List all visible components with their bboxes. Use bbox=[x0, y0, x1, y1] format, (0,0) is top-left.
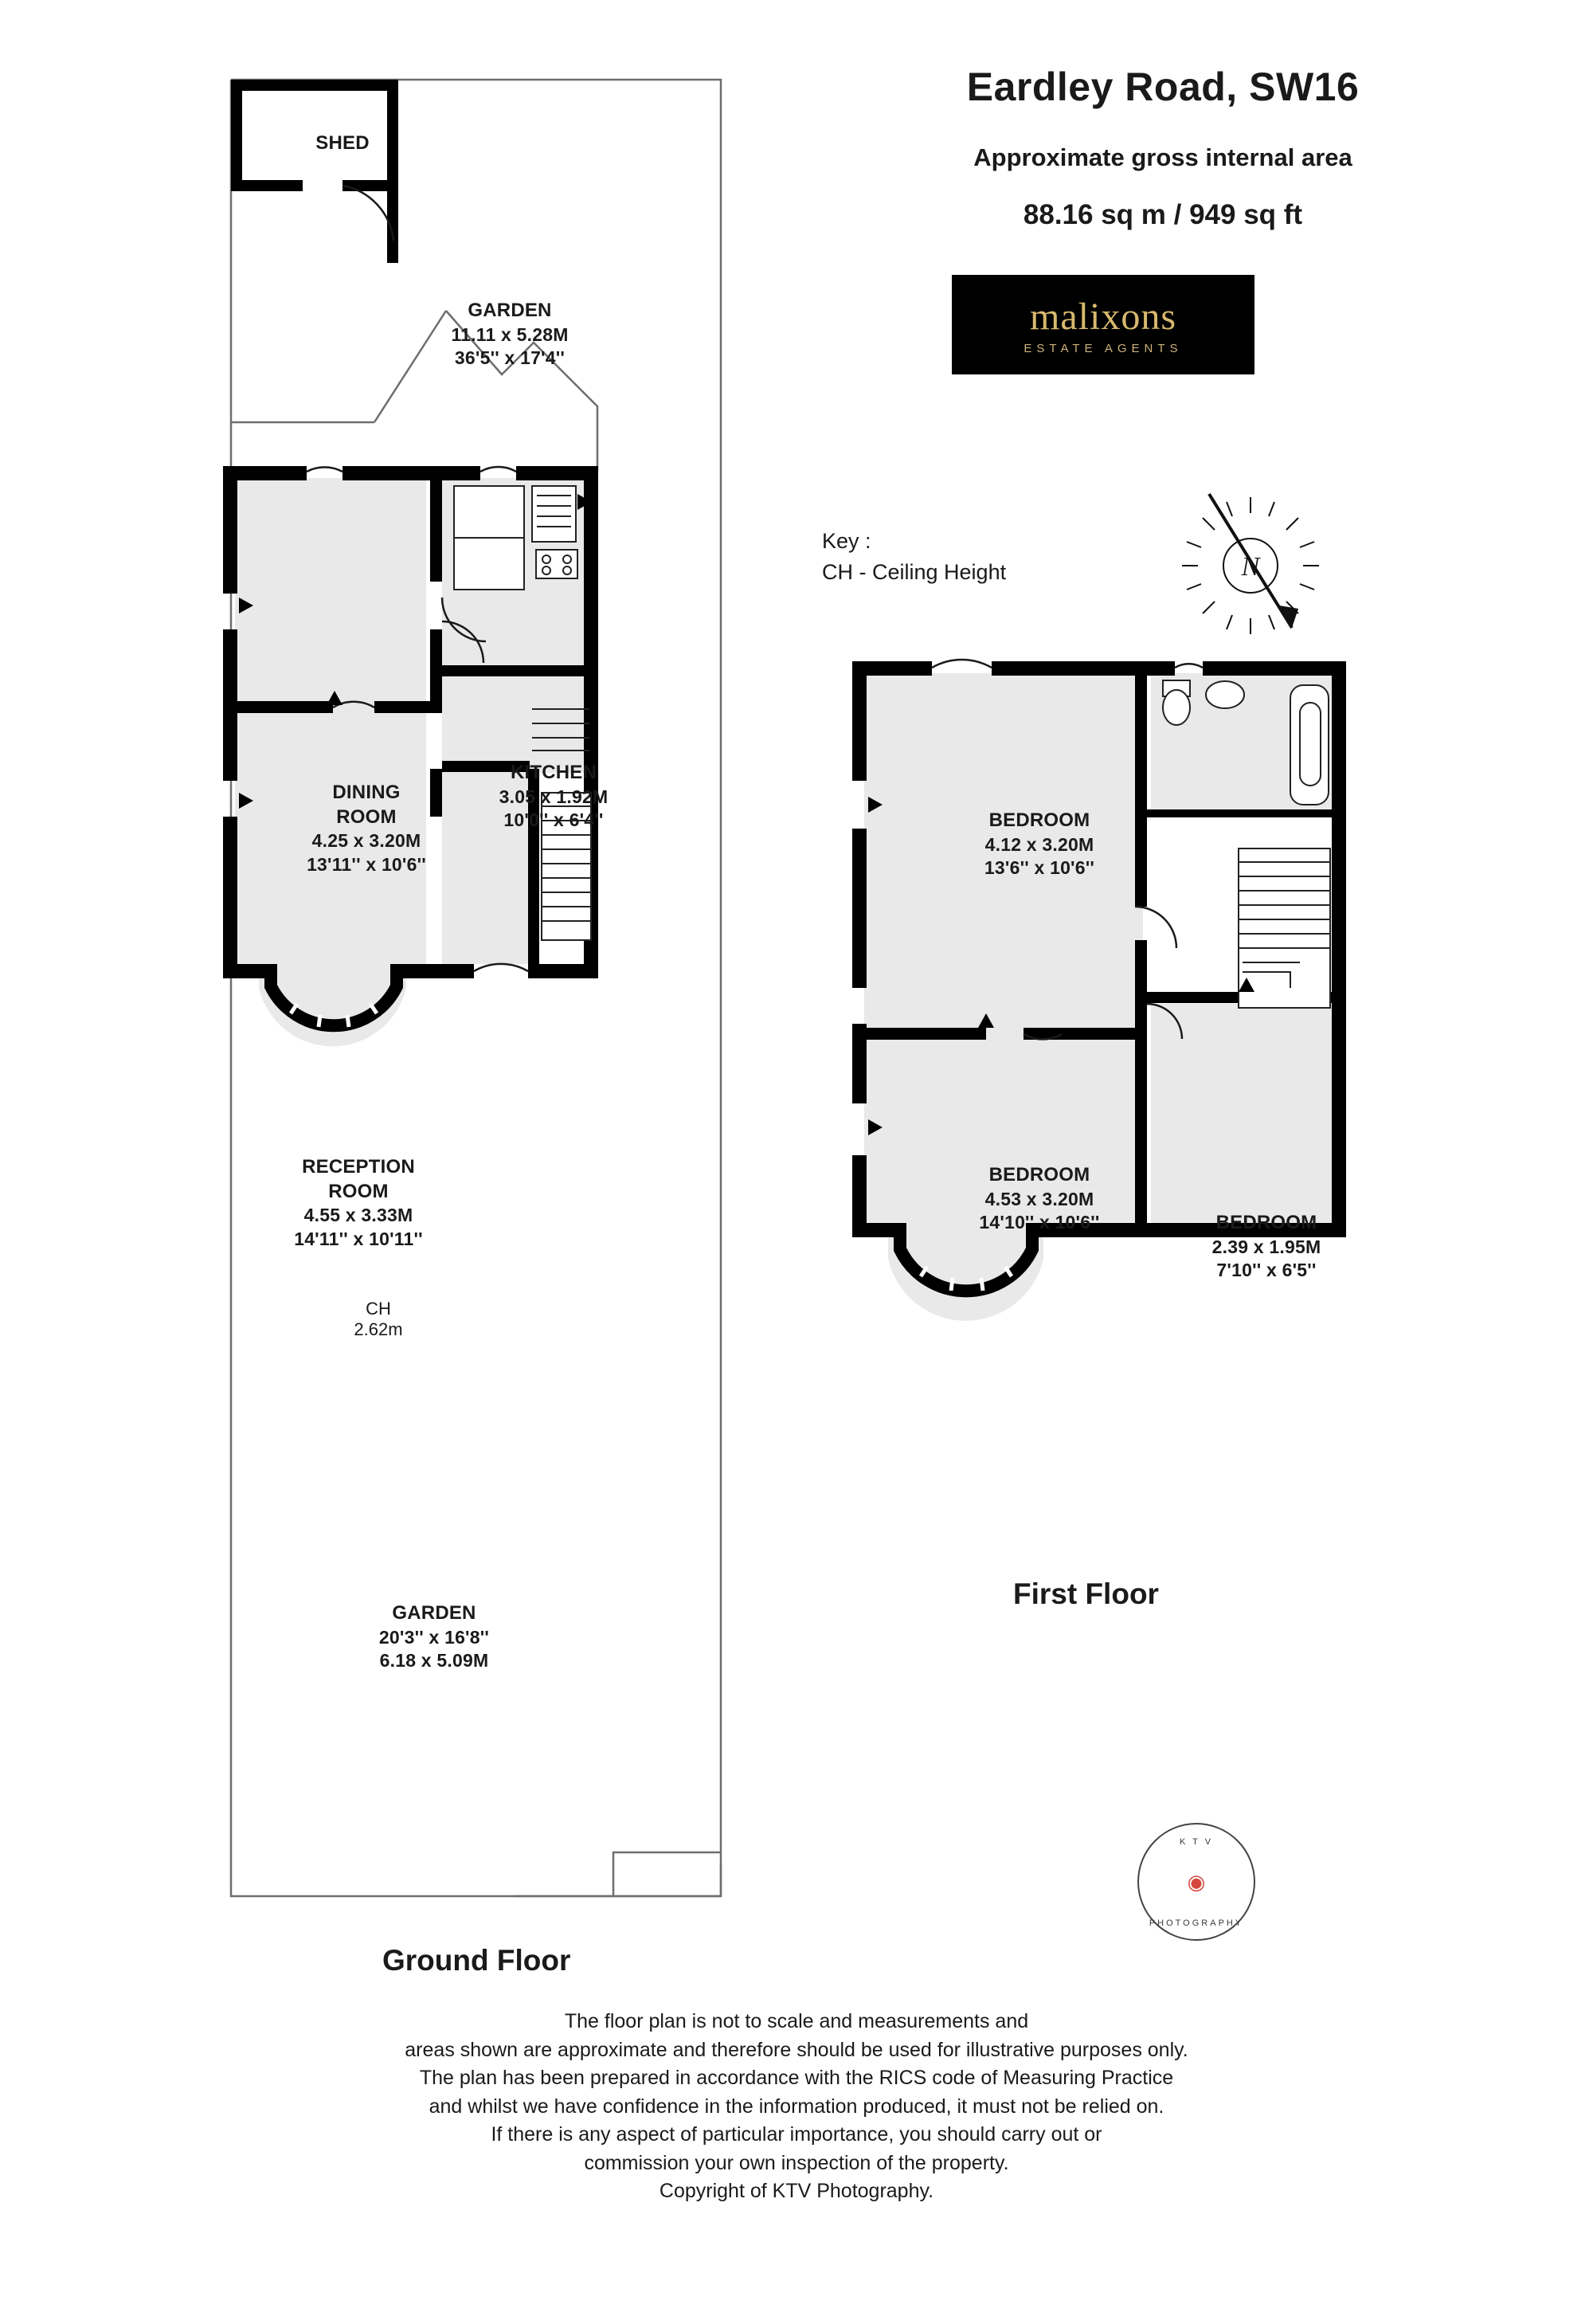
ground-floor-walls bbox=[223, 466, 598, 1046]
reception-room-label: RECEPTION ROOM 4.55 x 3.33M 14'11'' x 10'11'' bbox=[294, 1156, 423, 1249]
front-garden-label: GARDEN 20'3'' x 16'8'' 6.18 x 5.09M bbox=[378, 1602, 490, 1671]
shed-label: SHED bbox=[315, 132, 370, 154]
key-ch-definition: CH - Ceiling Height bbox=[822, 560, 1007, 585]
page-title: Eardley Road, SW16 bbox=[966, 65, 1360, 109]
stamp-top-text: K T V bbox=[1179, 1837, 1214, 1847]
disclaimer-line-2: areas shown are approximate and therefore should be used for illustrative purposes only. bbox=[405, 2038, 1188, 2061]
bedroom-2-label: BEDROOM 4.53 x 3.20M 14'10'' x 10'6'' bbox=[979, 1164, 1100, 1233]
ch-value: 2.62m bbox=[354, 1319, 403, 1340]
first-floor-label: First Floor bbox=[1013, 1577, 1159, 1610]
first-stairs bbox=[1239, 848, 1330, 1008]
ceiling-height-badge bbox=[335, 1299, 422, 1341]
disclaimer-line-6: commission your own inspection of the property. bbox=[584, 2151, 1009, 2174]
disclaimer bbox=[159, 2008, 1434, 2206]
shed-structure bbox=[231, 80, 398, 263]
disclaimer-line-1: The floor plan is not to scale and measurements and bbox=[564, 2010, 1029, 2032]
ch-label: CH bbox=[366, 1299, 391, 1319]
rear-garden-label: GARDEN 11.11 x 5.28M 36'5'' x 17'4'' bbox=[451, 300, 569, 369]
ktv-photography-stamp bbox=[1137, 1823, 1255, 1941]
ground-floor-label: Ground Floor bbox=[382, 1944, 571, 1977]
compass-rose bbox=[1171, 486, 1330, 645]
key-title: Key : bbox=[822, 529, 871, 553]
dining-room-label: DINING ROOM 4.25 x 3.20M 13'11'' x 10'6'' bbox=[307, 782, 426, 875]
bedroom-3-label: BEDROOM 2.39 x 1.95M 7'10'' x 6'5'' bbox=[1211, 1212, 1321, 1281]
disclaimer-line-4: and whilst we have confidence in the information produced, it must not be relied on. bbox=[429, 2095, 1164, 2118]
compass-north-label: N bbox=[1241, 552, 1260, 582]
malixons-logo bbox=[952, 275, 1254, 374]
logo-wordmark: malixons bbox=[1030, 295, 1176, 338]
disclaimer-line-7: Copyright of KTV Photography. bbox=[659, 2180, 934, 2202]
kitchen-label: KITCHEN 3.05 x 1.92M 10'0'' x 6'4'' bbox=[499, 762, 609, 831]
gross-internal-area: 88.16 sq m / 949 sq ft bbox=[1023, 199, 1303, 230]
camera-icon: ◉ bbox=[1187, 1870, 1206, 1894]
stamp-bottom-text: PHOTOGRAPHY bbox=[1149, 1918, 1244, 1928]
disclaimer-line-3: The plan has been prepared in accordance with the RICS code of Measuring Practice bbox=[419, 2067, 1174, 2089]
key-legend bbox=[822, 526, 1006, 588]
bedroom-1-label: BEDROOM 4.12 x 3.20M 13'6'' x 10'6'' bbox=[984, 809, 1095, 879]
logo-tagline: ESTATE AGENTS bbox=[1024, 341, 1183, 355]
area-subtitle: Approximate gross internal area bbox=[973, 143, 1352, 171]
disclaimer-line-5: If there is any aspect of particular importance, you should carry out or bbox=[491, 2123, 1102, 2146]
